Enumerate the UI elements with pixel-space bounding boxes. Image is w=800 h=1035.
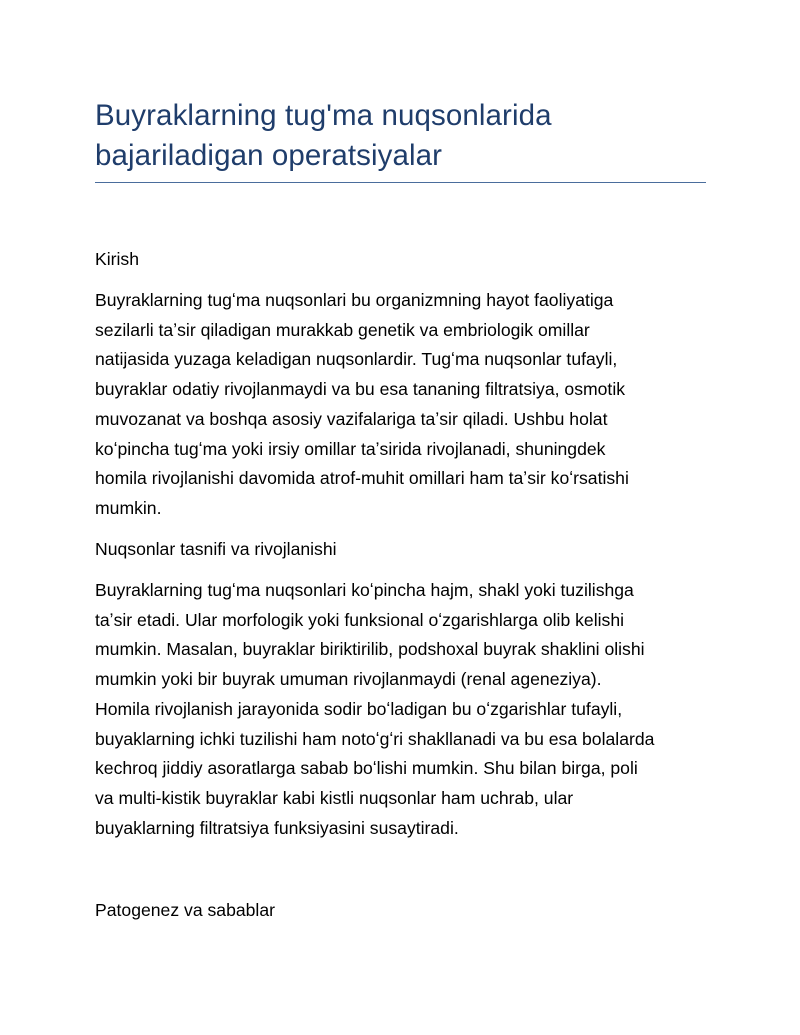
- paragraph-line: Buyraklarning tugʻma nuqsonlari bu organizmning hayot faoliyatiga: [95, 290, 614, 310]
- paragraph-line: Homila rivojlanish jarayonida sodir boʻladigan bu oʻzgarishlar tufayli,: [95, 698, 623, 719]
- paragraph-line: koʻpincha tugʻma yoki irsiy omillar taʼsirida rivojlanadi, shuningdek: [95, 438, 606, 459]
- paragraph-line: mumkin yoki bir buyrak umuman rivojlanmaydi (renal ageneziya).: [95, 669, 602, 690]
- paragraph-line: buyaklarning filtratsiya funksiyasini susaytiradi.: [95, 817, 459, 838]
- section-paragraph-kirish: [95, 286, 707, 524]
- title-underline-divider: [95, 182, 706, 183]
- section-paragraph-nuqsonlar-tasnifi: [95, 576, 707, 843]
- section-heading-patogenez: Patogenez va sabablar: [95, 900, 275, 920]
- document-title: [95, 96, 707, 176]
- paragraph-line: kechroq jiddiy asoratlarga sabab boʻlishi mumkin. Shu bilan birga, poli: [95, 758, 638, 779]
- paragraph-line: sezilarli taʼsir qiladigan murakkab genetik va embriologik omillar: [95, 319, 590, 340]
- paragraph-line: buyraklar odatiy rivojlanmaydi va bu esa tananing filtratsiya, osmotik: [95, 379, 626, 400]
- title-line: bajariladigan operatsiyalar: [95, 139, 443, 172]
- section-heading-kirish: Kirish: [95, 249, 139, 269]
- paragraph-line: Buyraklarning tugʻma nuqsonlari koʻpincha hajm, shakl yoki tuzilishga: [95, 580, 634, 600]
- paragraph-line: natijasida yuzaga keladigan nuqsonlardir. Tugʻma nuqsonlar tufayli,: [95, 349, 618, 370]
- paragraph-line: mumkin. Masalan, buyraklar biriktirilib, podshoxal buyrak shaklini olishi: [95, 639, 645, 660]
- paragraph-line: taʼsir etadi. Ular morfologik yoki funksional oʻzgarishlarga olib kelishi: [95, 609, 625, 630]
- paragraph-line: mumkin.: [95, 497, 162, 518]
- paragraph-line: homila rivojlanishi davomida atrof-muhit omillari ham taʼsir koʻrsatishi: [95, 468, 629, 489]
- paragraph-line: muvozanat va boshqa asosiy vazifalariga taʼsir qiladi. Ushbu holat: [95, 408, 608, 429]
- paragraph-line: va multi-kistik buyraklar kabi kistli nuqsonlar ham uchrab, ular: [95, 787, 574, 808]
- section-heading-nuqsonlar-tasnifi: Nuqsonlar tasnifi va rivojlanishi: [95, 539, 337, 559]
- title-line: Buyraklarning tug'ma nuqsonlarida: [95, 99, 552, 132]
- paragraph-line: buyaklarning ichki tuzilishi ham notoʻgʻri shakllanadi va bu esa bolalarda: [95, 728, 655, 749]
